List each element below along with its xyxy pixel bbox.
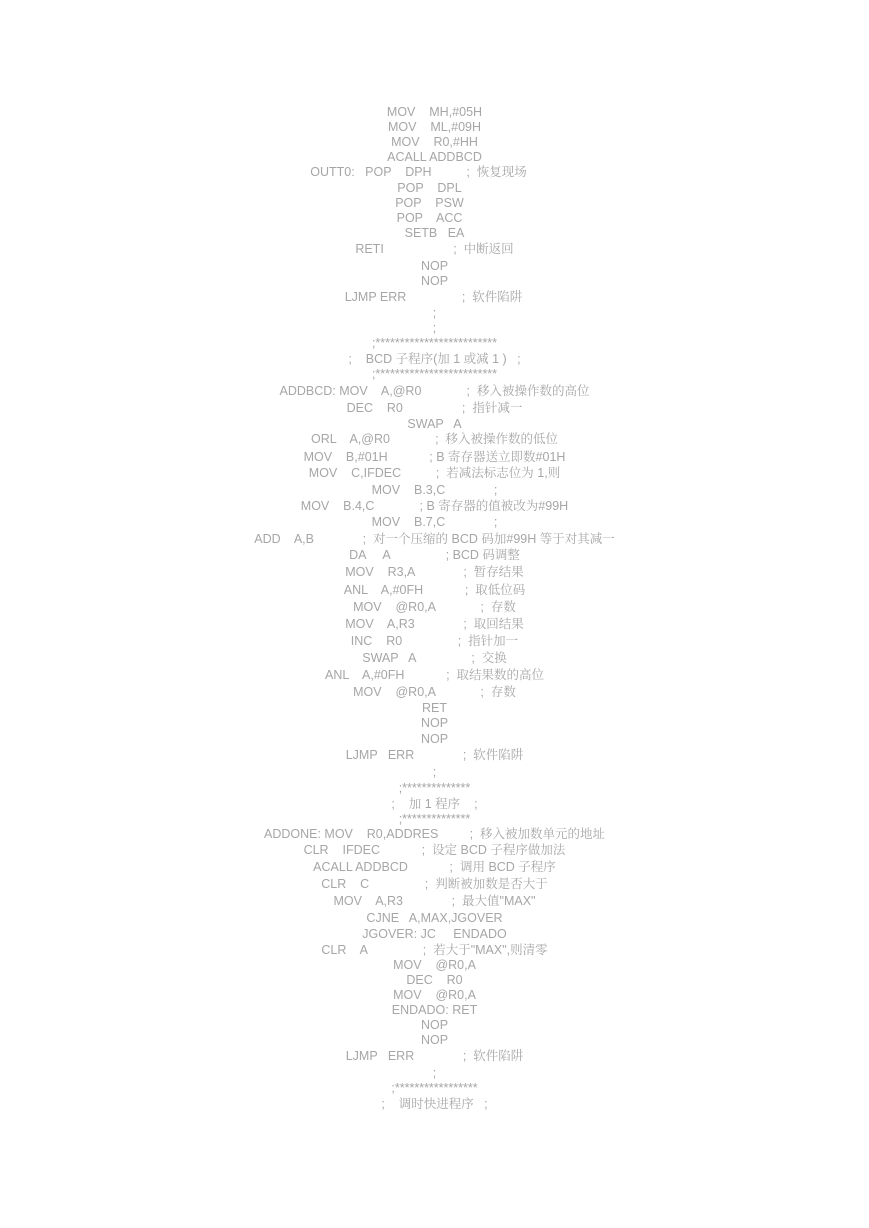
code-line: ; 加 1 程序 ; [391,797,478,811]
code-line: MOV B.7,C ; [371,515,498,529]
code-line: ACALL ADDBCD ; 调用 BCD 子程序 [313,860,556,874]
code-line: NOP [420,1033,449,1047]
code-line: CLR C ; 判断被加数是否大于 [321,877,548,891]
code-line: ADDONE: MOV R0,ADDRES ; 移入被加数单元的地址 [263,827,605,841]
code-line: NOP [420,274,449,288]
code-line: MOV @R0,A ; 存数 [353,600,516,614]
code-line: RET [422,701,447,715]
code-line: MOV MH,#05H [386,105,483,119]
code-line: ; [432,321,437,335]
code-line: ACALL ADDBCD [387,150,482,164]
code-line: ;************************* [371,336,498,350]
code-line: NOP [420,259,449,273]
code-line: MOV @R0,A [393,988,476,1002]
code-line: ; 调时快进程序 ; [381,1097,488,1111]
code-line: MOV B.4,C ; B 寄存器的值被改为#99H [300,499,569,513]
code-line: LJMP ERR ; 软件陷阱 [344,290,523,304]
code-line: SWAP A ; 交换 [362,651,507,665]
code-line: MOV C,IFDEC ; 若减法标志位为 1,则 [308,466,561,480]
code-line: SWAP A [407,417,462,431]
code-line: MOV R0,#HH [391,135,478,149]
code-line: ; BCD 子程序(加 1 或减 1 ) ; [348,352,521,366]
code-line: LJMP ERR ; 软件陷阱 [345,1049,524,1063]
code-line: ADDBCD: MOV A,@R0 ; 移入被操作数的高位 [279,384,590,398]
code-line: ENDADO: RET [391,1003,478,1017]
code-line: ; [432,306,437,320]
code-line: POP PSW [395,196,464,210]
code-line: ORL A,@R0 ; 移入被操作数的低位 [311,432,558,446]
code-line: DA A ; BCD 码调整 [349,548,520,562]
code-line: MOV A,R3 ; 取回结果 [345,617,524,631]
code-line: MOV A,R3 ; 最大值"MAX" [333,894,536,908]
code-line: JGOVER: JC ENDADO [362,927,507,941]
code-line: MOV ML,#09H [387,120,482,134]
code-line: OUTT0: POP DPH ; 恢复现场 [310,165,527,179]
code-line: POP ACC [396,211,463,225]
code-line: CLR IFDEC ; 设定 BCD 子程序做加法 [303,843,566,857]
code-line: ;************** [398,781,471,795]
code-line: MOV B,#01H ; B 寄存器送立即数#01H [303,450,566,464]
code-line: MOV B.3,C ; [371,483,498,497]
code-line: NOP [420,716,449,730]
code-line: ;************** [398,812,471,826]
code-line: NOP [420,732,449,746]
code-line: POP DPL [397,181,462,195]
code-line: ANL A,#0FH ; 取低位码 [343,583,526,597]
code-line: DEC R0 [406,973,463,987]
code-line: ; [432,765,437,779]
code-line: ;************************* [371,367,498,381]
code-line: CLR A ; 若大于"MAX",则清零 [321,943,548,957]
code-line: RETI ; 中断返回 [355,242,514,256]
code-line: LJMP ERR ; 软件陷阱 [345,748,524,762]
code-line: CJNE A,MAX,JGOVER [366,911,503,925]
code-line: ADD A,B ; 对一个压缩的 BCD 码加#99H 等于对其减一 [254,532,615,546]
code-line: ;***************** [391,1081,478,1095]
code-line: DEC R0 ; 指针减一 [346,401,523,415]
code-line: INC R0 ; 指针加一 [350,634,519,648]
code-line: SETB EA [404,226,465,240]
code-line: MOV @R0,A [393,958,476,972]
code-line: NOP [420,1018,449,1032]
code-line: MOV R3,A ; 暂存结果 [345,565,524,579]
code-line: ANL A,#0FH ; 取结果数的高位 [324,668,545,682]
code-line: MOV @R0,A ; 存数 [353,685,516,699]
code-line: ; [432,1066,437,1080]
